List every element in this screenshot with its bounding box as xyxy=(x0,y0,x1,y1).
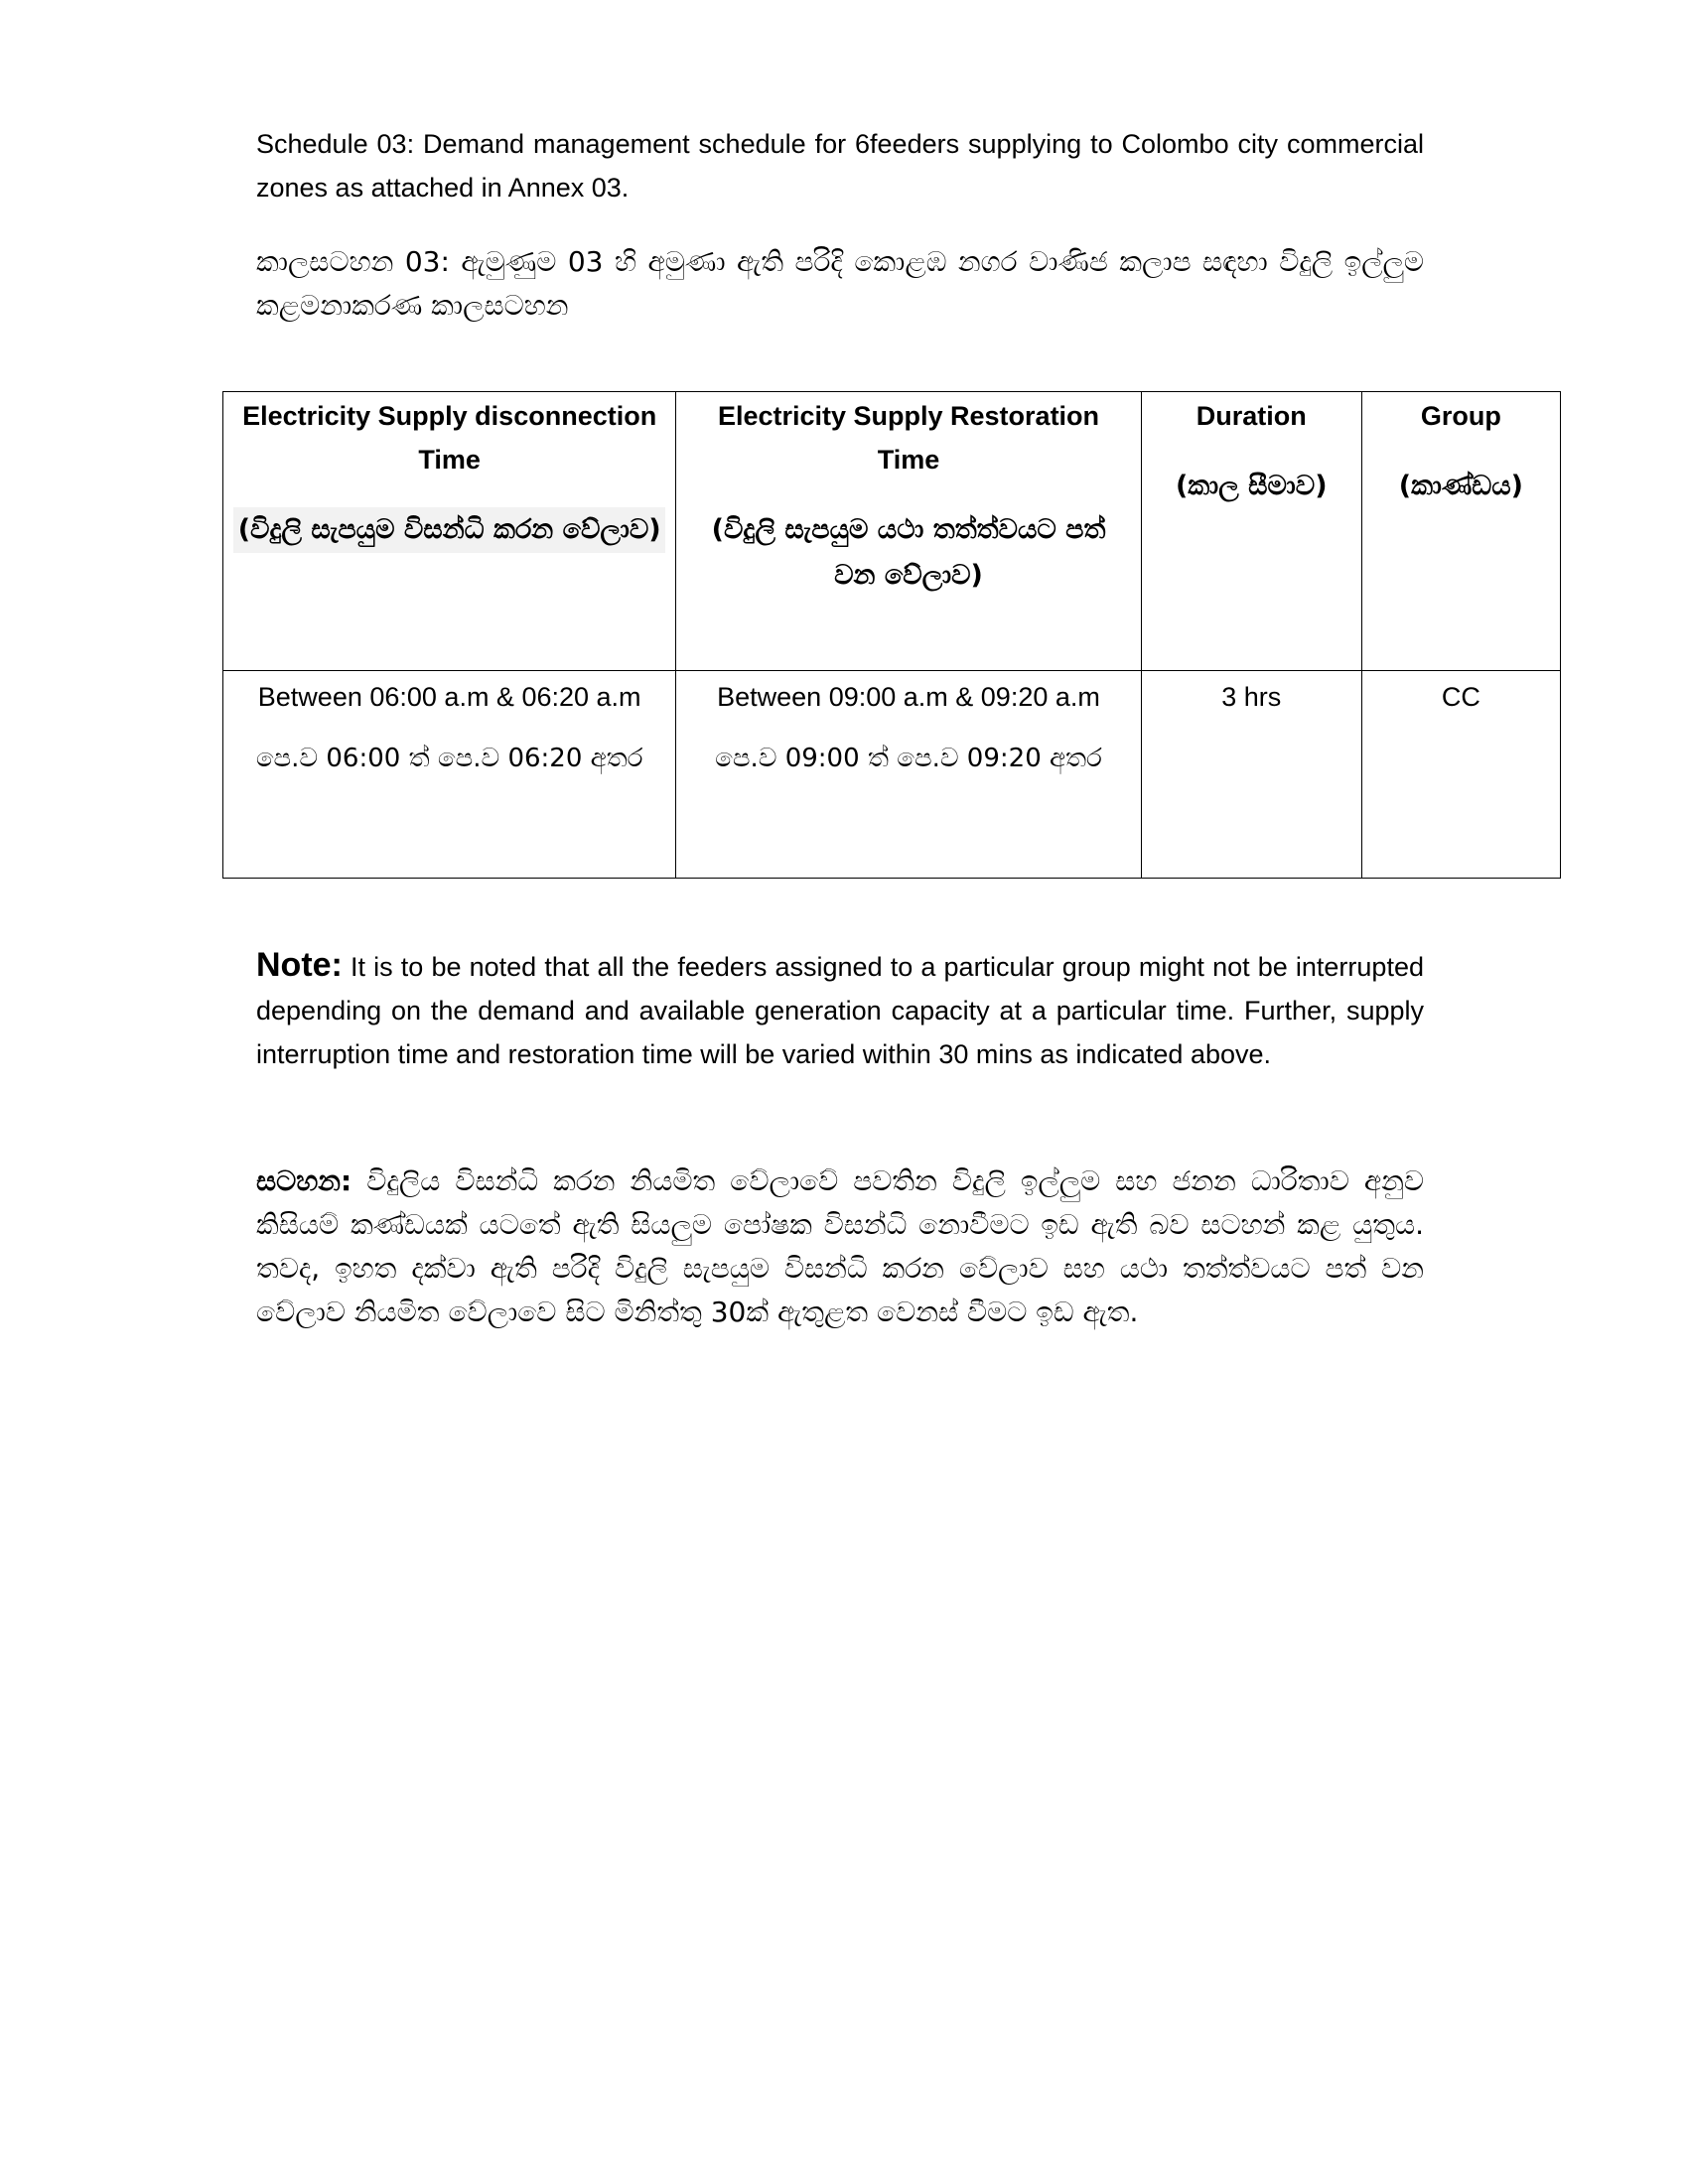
restoration-time-en: Between 09:00 a.m & 09:20 a.m xyxy=(717,682,1100,712)
header-disconnection-si: (විදුලි සැපයුම විසන්ධි කරන වේලාව) xyxy=(233,507,665,553)
header-restoration-en: Electricity Supply Restoration Time xyxy=(717,401,1100,475)
disconnection-time-en: Between 06:00 a.m & 06:20 a.m xyxy=(257,682,641,712)
table-row xyxy=(223,671,1561,879)
table-header-row xyxy=(223,392,1561,671)
note-sinhala xyxy=(256,1160,1424,1334)
header-duration-en: Duration xyxy=(1196,401,1307,431)
header-group-si: (කාණ්ඩය) xyxy=(1398,471,1524,501)
cell-group xyxy=(1361,671,1560,879)
cell-disconnection xyxy=(223,671,676,879)
header-disconnection-time xyxy=(223,392,676,671)
duration-value: 3 hrs xyxy=(1221,682,1282,712)
cell-restoration xyxy=(676,671,1141,879)
note-label-english: Note: xyxy=(256,946,343,984)
note-english xyxy=(256,943,1424,1076)
restoration-time-si: පෙ.ව 09:00 ත් පෙ.ව 09:20 අතර xyxy=(715,744,1102,773)
cell-duration xyxy=(1141,671,1361,879)
schedule-title-sinhala: කාලසටහන 03: ඇමුණුම 03 හි අමුණා ඇති පරිදි කොළඹ නගර වාණිජ කලාප සඳහා විදුලි ඉල්ලුම කළමනාකරණ කාලසටහන xyxy=(256,245,1424,322)
note-text-english: It is to be noted that all the feeders assigned to a particular group might not be interrupted depending on the demand and available generation capacity at a particular time. Further, supply interruption time and restoration time will be varied within 30 mins as indicated above. xyxy=(256,952,1424,1069)
schedule-table xyxy=(222,391,1561,879)
header-disconnection-en: Electricity Supply disconnection Time xyxy=(242,401,657,475)
header-group-en: Group xyxy=(1420,401,1501,431)
header-duration-si: (කාල සීමාව) xyxy=(1175,471,1328,501)
header-restoration-time xyxy=(676,392,1141,671)
schedule-title-english: Schedule 03: Demand management schedule for 6feeders supplying to Colombo city commercial zones as attached in Annex 03. xyxy=(256,129,1424,203)
header-restoration-si: (විදුලි සැපයුම යථා තත්ත්වයට පත් වන වේලාව) xyxy=(711,514,1106,591)
disconnection-time-si: පෙ.ව 06:00 ත් පෙ.ව 06:20 අතර xyxy=(255,744,643,773)
header-group xyxy=(1361,392,1560,671)
note-label-sinhala: සටහන: xyxy=(256,1164,352,1197)
note-text-sinhala: විදුලිය විසන්ධි කරන නියමිත වේලාවේ පවතින විදුලි ඉල්ලුම සහ ජනන ධාරිතාව අනුව කිසියම් කණ්ඩයක් යටතේ ඇති සියලුම පෝෂක විසන්ධි නොවීමට ඉඩ ඇති බව සටහන් කළ යුතුය. තවද, ඉහත දක්වා ඇති පරිදි විදුලි සැපයුම විසන්ධි කරන වේලාව සහ යථා තත්ත්වයට පත් වන වේලාව නියමිත වේලාවෙ සිට මිනිත්තු 30ක් ඇතුළත වෙනස් වීමට ඉඩ ඇත. xyxy=(256,1164,1424,1328)
header-duration xyxy=(1141,392,1361,671)
group-value: CC xyxy=(1441,682,1480,712)
